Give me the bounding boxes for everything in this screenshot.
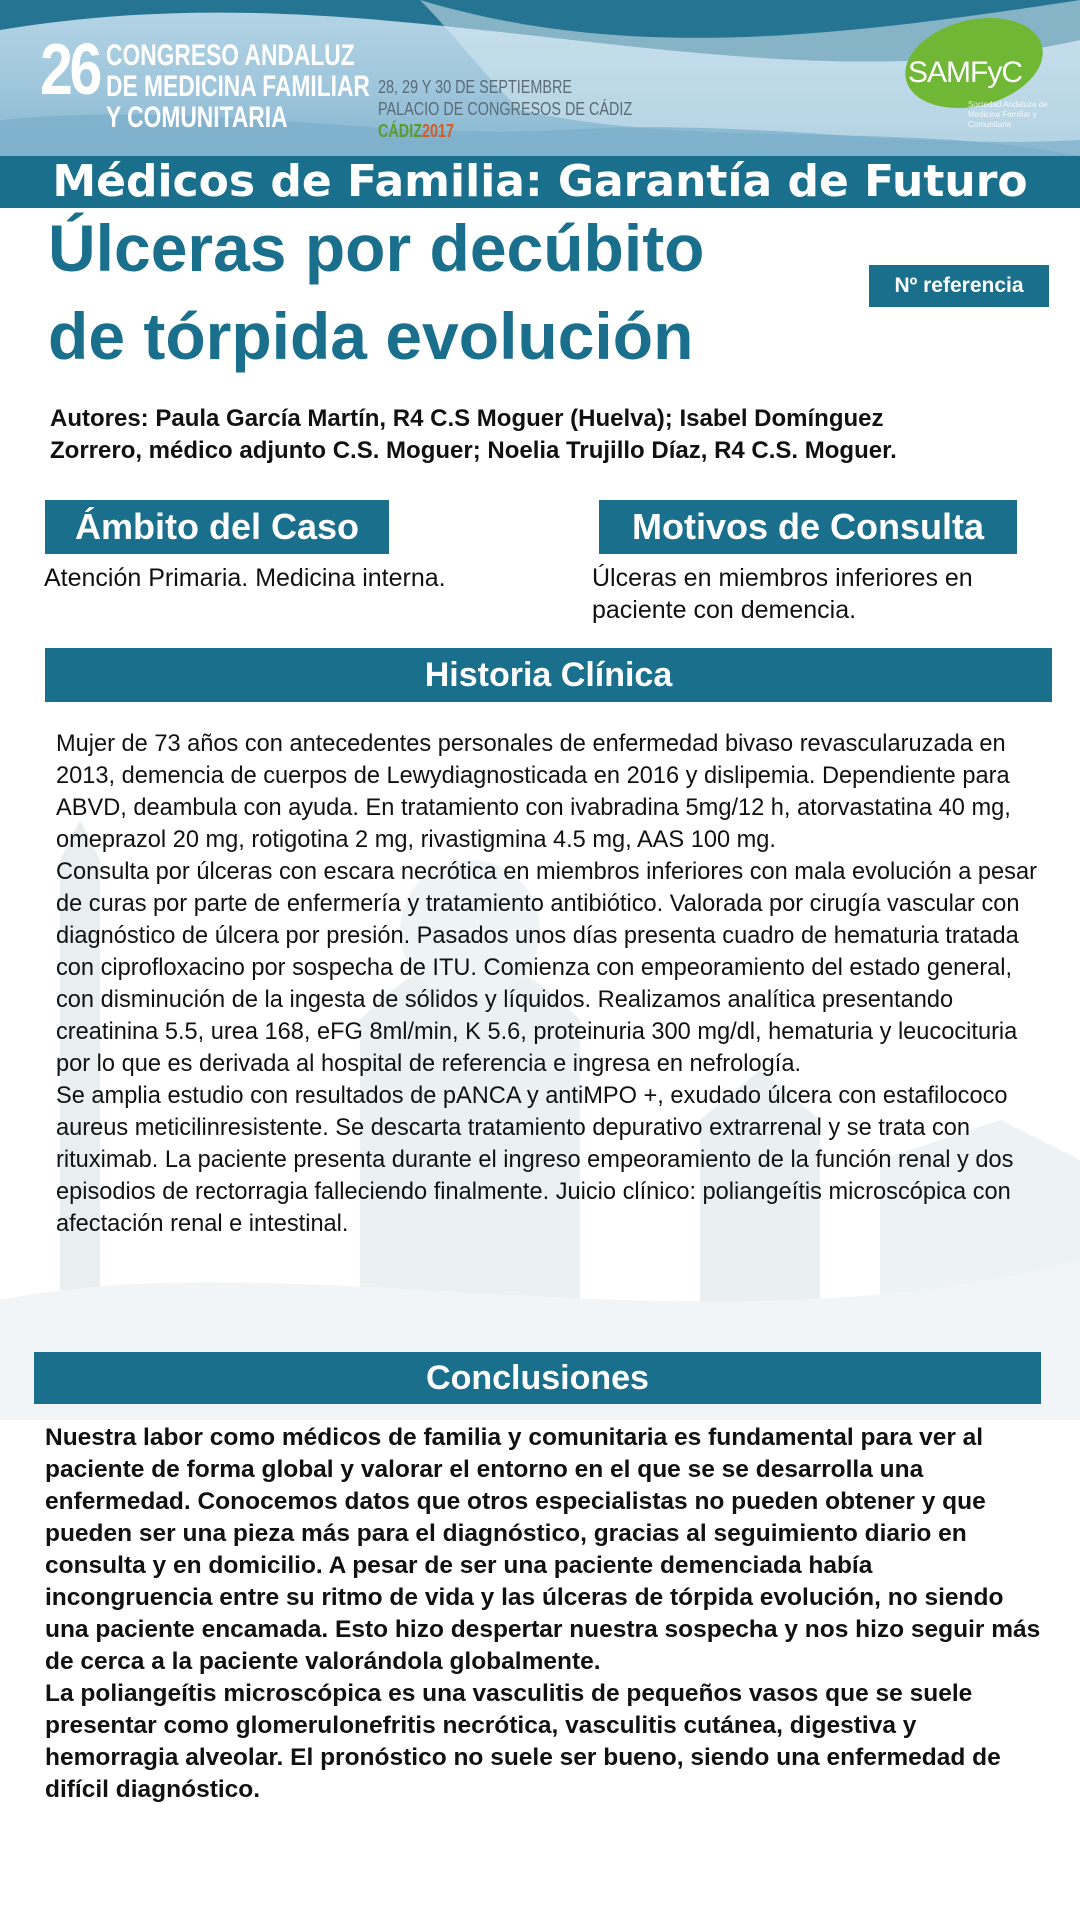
congress-city: CÁDIZ xyxy=(378,121,422,141)
ambito-text: Atención Primaria. Medicina interna. xyxy=(44,564,446,592)
historia-heading: Historia Clínica xyxy=(45,648,1052,702)
congress-title-line: CONGRESO ANDALUZ xyxy=(106,39,355,72)
slogan-bar: Médicos de Familia: Garantía de Futuro xyxy=(0,156,1080,208)
congress-number: 26 xyxy=(40,30,100,110)
congress-venue: PALACIO DE CONGRESOS DE CÁDIZ xyxy=(378,99,633,119)
poster-title-line: de tórpida evolución xyxy=(48,299,694,373)
authors xyxy=(50,403,1050,467)
reference-number-label: Nº referencia xyxy=(869,265,1049,307)
motivos-text xyxy=(592,562,1032,626)
congress-title xyxy=(106,39,370,134)
historia-paragraph: Se amplia estudio con resultados de pANCA y antiMPO +, exudado úlcera con estafilococo aureus meticilinresistente. Se descarta tratamiento depurativo extrarrenal y se trata con rituximab. La paciente presenta durante el ingreso empeoramiento de la función renal y dos episodios de rectorragia falleciendo finalmente. Juicio clínico: poliangeítis microscópica con afectación renal e intestinal. xyxy=(56,1083,1014,1237)
conclusiones-paragraph: La poliangeítis microscópica es una vasculitis de pequeños vasos que se suele presentar como glomerulonefritis necrótica, vasculitis cutánea, digestiva y hemorragia alveolar. El pronóstico no suele ser bueno, siendo una enfermedad de difícil diagnóstico. xyxy=(45,1680,1001,1803)
conclusiones-body xyxy=(45,1422,1045,1806)
motivos-heading: Motivos de Consulta xyxy=(599,500,1017,554)
congress-banner xyxy=(0,0,1080,156)
historia-paragraph: Consulta por úlceras con escara necrótica en miembros inferiores con mala evolución a pesar de curas por parte de enfermería y tratamiento antibiótico. Valorada por cirugía vascular con diagnóstico de úlcera por presión. Pasados unos días presenta cuadro de hematuria tratada con ciprofloxacino por sospecha de ITU. Comienza con empeoramiento del estado general, con disminución de la ingesta de sólidos y líquidos. Realizamos analítica presentando creatinina 5.5, urea 168, eFG 8ml/min, K 5.6, proteinuria 300 mg/dl, hematuria y leucocituria por lo que es derivada al hospital de referencia e ingresa en nefrología. xyxy=(56,859,1037,1077)
samfyc-logo-text: SAMFyC xyxy=(908,56,1022,89)
historia-paragraph: Mujer de 73 años con antecedentes personales de enfermedad bivaso revascularuzada en 2013, demencia de cuerpos de Lewydiagnosticada en 2016 y dislipemia. Dependiente para ABVD, deambula con ayuda. En tratamiento con ivabradina 5mg/12 h, atorvastatina 40 mg, omeprazol 20 mg, rotigotina 2 mg, rivastigmina 4.5 mg, AAS 100 mg. xyxy=(56,731,1011,853)
congress-info xyxy=(378,76,632,142)
congress-title-line: DE MEDICINA FAMILIAR xyxy=(106,70,370,103)
poster-title-line: Úlceras por decúbito xyxy=(48,211,705,285)
poster-title xyxy=(48,204,828,380)
conclusiones-paragraph: Nuestra labor como médicos de familia y comunitaria es fundamental para ver al paciente de forma global y valorar el entorno en el que se se desarrolla una enfermedad. Conocemos datos que otros especialistas no pueden obtener y que pueden ser una pieza más para el diagnóstico, gracias al seguimiento diario en consulta y en domicilio. A pesar de ser una paciente demenciada había incongruencia entre su ritmo de vida y las úlceras de tórpida evolución, no siendo una paciente encamada. Esto hizo despertar nuestra sospecha y nos hizo seguir más de cerca a la paciente valorándola globalmente. xyxy=(45,1424,1041,1675)
congress-year: 2017 xyxy=(422,121,455,141)
ambito-heading: Ámbito del Caso xyxy=(45,500,389,554)
congress-city-year xyxy=(378,120,632,142)
congress-title-line: Y COMUNITARIA xyxy=(106,101,288,134)
congress-dates: 28, 29 Y 30 DE SEPTIEMBRE xyxy=(378,77,572,97)
conclusiones-heading: Conclusiones xyxy=(34,1352,1041,1404)
samfyc-logo-subtitle: Sociedad Andaluza de Medicina Familiar y Comunitaria xyxy=(968,100,1048,129)
motivos-text-line: Úlceras en miembros inferiores en xyxy=(592,564,973,592)
motivos-text-line: paciente con demencia. xyxy=(592,596,857,624)
historia-body xyxy=(56,728,1056,1240)
authors-line: Autores: Paula García Martín, R4 C.S Moguer (Huelva); Isabel Domínguez xyxy=(50,405,884,432)
authors-line: Zorrero, médico adjunto C.S. Moguer; Noelia Trujillo Díaz, R4 C.S. Moguer. xyxy=(50,437,897,464)
